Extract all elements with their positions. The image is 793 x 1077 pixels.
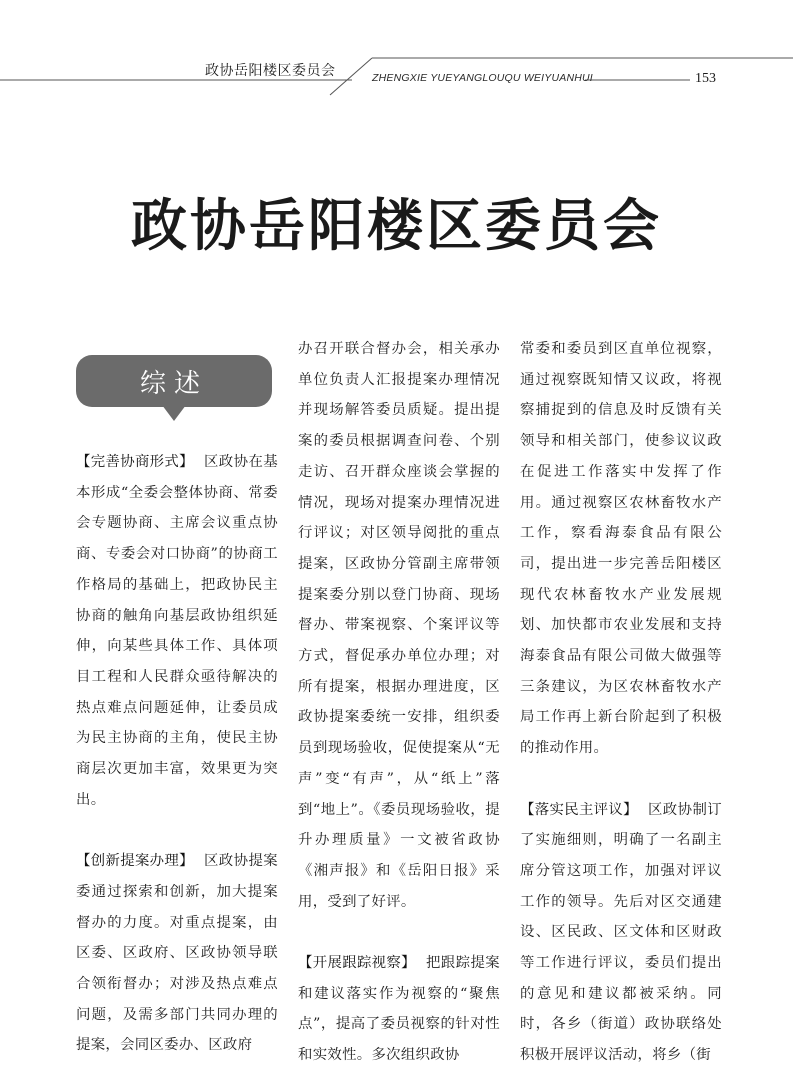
paragraph-text: 办召开联合督办会，相关承办单位负责人汇报提案办理情况并现场解答委员质疑。提出提案的委员根据调查问卷、个别走访、召开群众座谈会掌握的情况，现场对提案办理情况进行评议；对区领导阅批的重点提案，区政协分管副主席带领提案委分别以登门协商、现场督办、带案视察、个案评议等方式，督促承办单位办理；对所有提案，根据办理进度，区政协提案委统一安排，组织委员到现场验收，促使提案从“无声”变“有声”，从“纸上”落到“地上”。《委员现场验收，提升办理质量》一文被省政协《湘声报》和《岳阳日报》采用，受到了好评。 bbox=[298, 341, 500, 910]
paragraph-text: 区政协提案委通过探索和创新，加大提案督办的力度。对重点提案，由区委、区政府、区政协领导联合领衔督办；对涉及热点难点问题，及需多部门共同办理的提案，会同区委办、区政府 bbox=[76, 853, 278, 1054]
header-title-cn: 政协岳阳楼区委员会 bbox=[205, 63, 336, 79]
section-badge bbox=[76, 355, 272, 407]
paragraph-text: 区政协制订了实施细则，明确了一名副主席分管这项工作，加强对评议工作的领导。先后对区交通建设、区民政、区文体和区财政等工作进行评议，委员们提出的意见和建议都被采纳。同时，各乡（街道）政协联络处积极开展评议活动，将乡（街 bbox=[520, 801, 722, 1064]
section-heading: 【落实民主评议】 bbox=[520, 801, 638, 818]
header-title-en: ZHENGXIE YUEYANGLOUQU WEIYUANHUI bbox=[372, 72, 593, 84]
paragraph-follow-up-inspection bbox=[298, 948, 500, 1071]
paragraph-text: 区政协在基本形成“全委会整体协商、常委会专题协商、主席会议重点协商、专委会对口协商”的协商工作格局的基础上，把政协民主协商的触角向基层政协组织延伸，向某些具体工作、具体项目工程和人民群众亟待解决的热点难点问题延伸，让委员成为民主协商的主角，使民主协商层次更加丰富，效果更为突出。 bbox=[76, 454, 278, 808]
section-heading: 【完善协商形式】 bbox=[76, 454, 194, 470]
text-column-3 bbox=[520, 334, 722, 1071]
paragraph-consultation-form bbox=[76, 447, 278, 815]
section-heading: 【创新提案办理】 bbox=[76, 853, 194, 870]
section-heading: 【开展跟踪视察】 bbox=[298, 955, 416, 972]
paragraph-democratic-review bbox=[520, 795, 722, 1071]
text-column-2 bbox=[298, 334, 500, 1071]
text-column-1 bbox=[76, 447, 278, 1061]
running-header bbox=[0, 0, 793, 100]
paragraph-proposal-handling bbox=[76, 846, 278, 1061]
section-badge-pointer bbox=[162, 405, 186, 421]
paragraph-text: 把跟踪提案和建议落实作为视察的“聚焦点”，提高了委员视察的针对性和实效性。多次组织政协 bbox=[298, 955, 500, 1064]
paragraph-text: 常委和委员到区直单位视察，通过视察既知情又议政，将视察捕捉到的信息及时反馈有关领导和相关部门，使参议议政在促进工作落实中发挥了作用。通过视察区农林畜牧水产工作，察看海泰食品有限公司，提出进一步完善岳阳楼区现代农林畜牧水产业发展规划、加快都市农业发展和支持海泰食品有限公司做大做强等三条建议，为区农林畜牧水产局工作再上新台阶起到了积极的推动作用。 bbox=[520, 341, 722, 757]
page-title: 政协岳阳楼区委员会 bbox=[131, 193, 662, 259]
section-badge-label: 综述 bbox=[139, 368, 208, 399]
header-rule-graphic bbox=[0, 0, 793, 100]
page-number: 153 bbox=[695, 71, 716, 86]
